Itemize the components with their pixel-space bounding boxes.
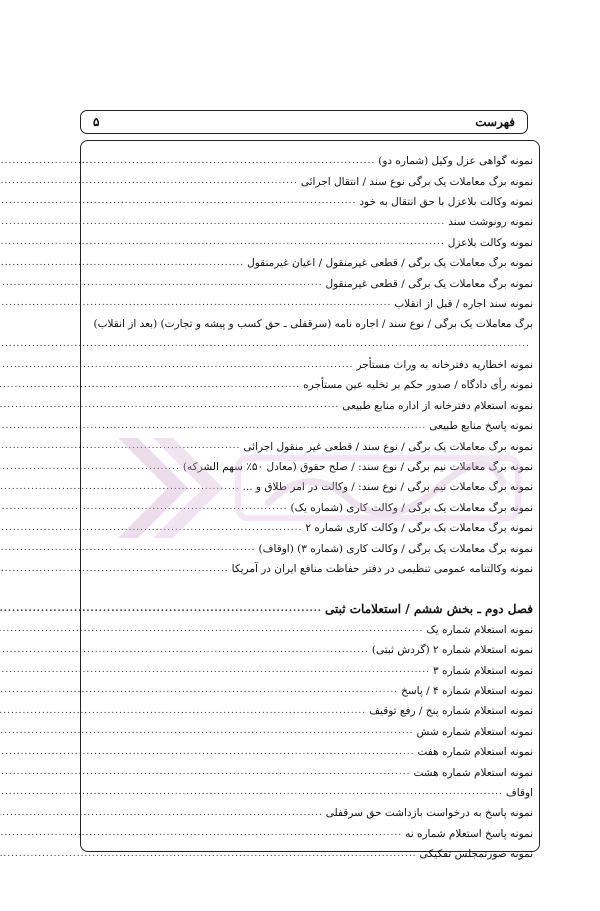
toc-entry: اوقاف ..... <box>81 783 539 803</box>
toc-entry: نمونه برگ معاملات یک برگی / قطعی غیرمنقول / اعیان غیرمنقول ..... <box>81 253 539 273</box>
toc-entry: نمونه وکالتنامه عمومی تنظیمی در دفتر حفاظت منافع ایران در آمریکا ..... <box>81 559 539 579</box>
toc-entry: نمونه استعلام شماره ۴ / پاسخ ..... <box>81 681 539 701</box>
toc-entry: نمونه استعلام شماره ۳ ..... <box>81 660 539 680</box>
header-title: فهرست <box>475 115 515 129</box>
toc-entry: نمونه رونوشت سند ..... <box>81 212 539 232</box>
toc-entry: نمونه برگ معاملات یک برگی نوع سند / انتقال اجرائی ..... <box>81 171 539 191</box>
toc-entry: نمونه استعلام شماره ۲ (گردش ثبتی) ..... <box>81 640 539 660</box>
toc-entry: نمونه استعلام شماره هشت ..... <box>81 762 539 782</box>
toc-entry: نمونه برگ معاملات یک برگی / نوع سند / قطعی غیر منقول اجرائی ..... <box>81 436 539 456</box>
header-page-number: ۵ <box>93 115 100 129</box>
toc-list <box>81 151 539 864</box>
toc-entry: نمونه استعلام شماره یک ..... <box>81 620 539 640</box>
section-gap <box>81 579 539 591</box>
toc-entry: نمونه وکالت بلاعزل با حق انتقال به خود ..... <box>81 192 539 212</box>
toc-entry: نمونه پاسخ استعلام شماره نه ..... <box>81 824 539 844</box>
toc-entry: نمونه سند اجاره / قبل از انقلاب ..... <box>81 294 539 314</box>
toc-entry-continued <box>81 335 539 355</box>
toc-entry: نمونه وکالت بلاعزل ..... <box>81 233 539 253</box>
toc-entry: نمونه استعلام شماره پنج / رفع توقیف ..... <box>81 701 539 721</box>
toc-entry: نمونه برگ معاملات یک برگی / قطعی غیرمنقول ..... <box>81 273 539 293</box>
toc-box <box>80 140 540 861</box>
toc-entry: نمونه برگ معاملات یک برگی / وکالت کاری (شماره یک) ..... <box>81 498 539 518</box>
toc-entry: نمونه رأی دادگاه / صدور حکم بر تخلیه عین مستأجره ..... <box>81 375 539 395</box>
running-header <box>80 110 528 134</box>
toc-entry: نمونه برگ معاملات یک برگی / وکالت کاری (شماره ۳) (اوقاف) ..... <box>81 538 539 558</box>
chapter-heading: فصل دوم ـ بخش ششم / استعلامات ثبتی ..... <box>81 599 539 619</box>
toc-entry: نمونه پاسخ منابع طبیعی ..... <box>81 416 539 436</box>
toc-entry: نمونه صورتمجلس تفکیکی ..... <box>81 844 539 864</box>
toc-entry: نمونه استعلام شماره شش ..... <box>81 722 539 742</box>
toc-entry: نمونه استعلام شماره هفت ..... <box>81 742 539 762</box>
toc-entry: نمونه برگ معاملات یک برگی / وکالت کاری شماره ۲ ..... <box>81 518 539 538</box>
toc-entry: نمونه برگ معاملات نیم برگی / نوع سند: / وکالت در امر طلاق و ... ..... <box>81 477 539 497</box>
toc-entry: نمونه استعلام دفترخانه از اداره منابع طبیعی ..... <box>81 396 539 416</box>
toc-entry: نمونه گواهی عزل وکیل (شماره دو) ..... <box>81 151 539 171</box>
toc-entry: برگ معاملات یک برگی / نوع سند / اجاره نامه (سرقفلی ـ حق کسب و پیشه و تجارت) (بعد از انقلاب) <box>93 318 533 331</box>
toc-entry: نمونه پاسخ به درخواست بازداشت حق سرقفلی ..... <box>81 803 539 823</box>
toc-entry: نمونه برگ معاملات نیم برگی / نوع سند: / صلح حقوق (معادل ۵۰٪ سهم الشرکه) ..... <box>81 457 539 477</box>
toc-entry: نمونه اخطاریه دفترخانه به وراث مستأجر ..... <box>81 355 539 375</box>
